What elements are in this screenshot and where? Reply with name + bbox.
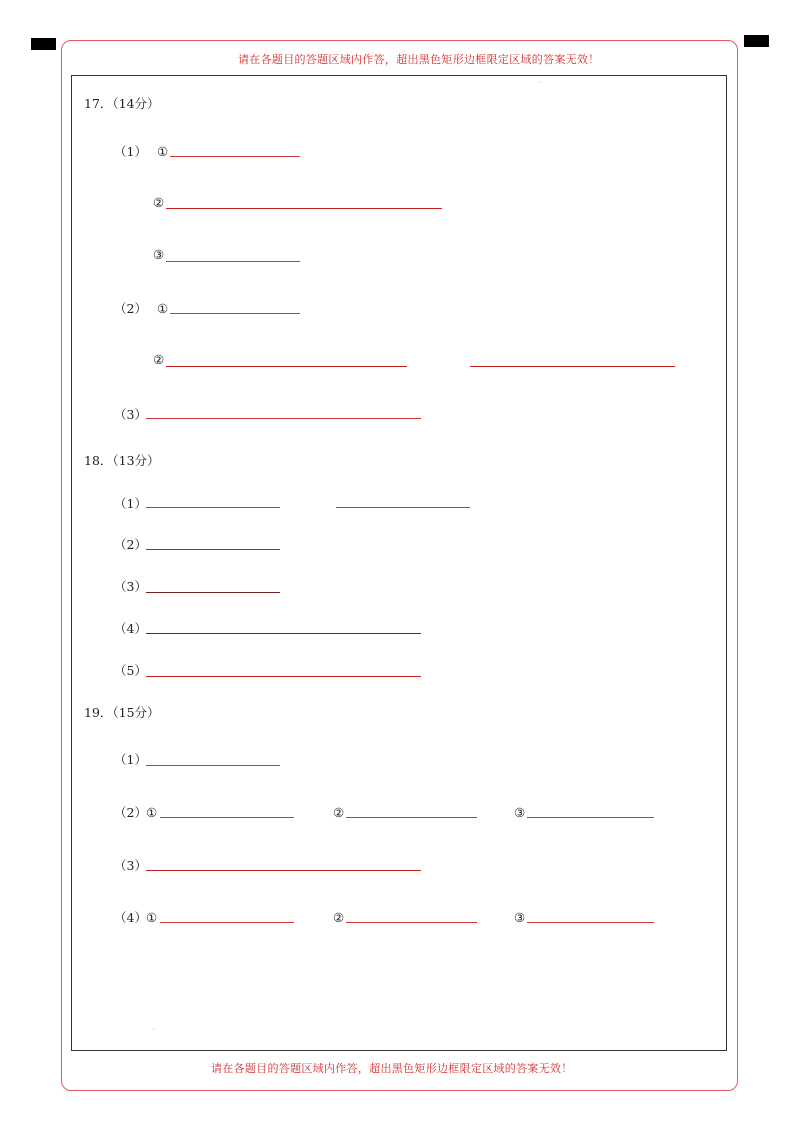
q18-part-2-label: （2） xyxy=(114,537,147,552)
q17-part-3-label: （3） xyxy=(114,407,147,422)
q17-2-answer-line-1[interactable] xyxy=(170,313,300,314)
q19-part-4-label: （4） xyxy=(114,910,147,925)
q19-part-3-label: （3） xyxy=(114,858,147,873)
q17-1-circle-3: ③ xyxy=(153,247,165,262)
q19-4-circle-3: ③ xyxy=(514,910,526,925)
q19-2-answer-line-3[interactable] xyxy=(527,817,654,818)
q18-1-answer-line-a[interactable] xyxy=(146,507,280,508)
q17-1-answer-line-3[interactable] xyxy=(166,261,300,262)
q17-2-circle-1: ① xyxy=(157,301,169,316)
q19-2-circle-3: ③ xyxy=(514,805,526,820)
q19-2-answer-line-2[interactable] xyxy=(346,817,477,818)
q19-part-1-label: （1） xyxy=(114,752,147,767)
q19-2-answer-line-1[interactable] xyxy=(160,817,294,818)
q17-2-circle-2: ② xyxy=(153,352,165,367)
q18-part-4-label: （4） xyxy=(114,621,147,636)
alignment-marker-right xyxy=(744,35,769,47)
answer-area-box xyxy=(71,75,727,1051)
q19-1-answer-line[interactable] xyxy=(146,765,280,766)
q17-1-answer-line-2[interactable] xyxy=(166,208,442,209)
q18-4-answer-line[interactable] xyxy=(146,633,421,634)
q19-part-2-label: （2） xyxy=(114,805,147,820)
q18-part-5-label: （5） xyxy=(114,663,147,678)
scan-speck: ' xyxy=(539,81,541,88)
q17-2-answer-line-2b[interactable] xyxy=(470,366,675,367)
bottom-warning-text: 请在各题目的答题区域内作答，超出黑色矩形边框限定区域的答案无效！ xyxy=(211,1062,573,1075)
q18-1-answer-line-b[interactable] xyxy=(336,507,470,508)
q18-2-answer-line[interactable] xyxy=(146,549,280,550)
alignment-marker-left xyxy=(31,38,56,50)
q19-2-circle-1: ① xyxy=(146,805,158,820)
question-18-title: 18．（13分） xyxy=(84,453,160,468)
q17-part-1-label: （1） xyxy=(114,144,147,159)
q17-1-answer-line-1[interactable] xyxy=(170,156,300,157)
question-17-title: 17．（14分） xyxy=(84,96,160,111)
q17-part-2-label: （2） xyxy=(114,301,147,316)
top-warning-text: 请在各题目的答题区域内作答，超出黑色矩形边框限定区域的答案无效！ xyxy=(238,53,600,66)
q17-1-circle-2: ② xyxy=(153,195,165,210)
q19-4-answer-line-3[interactable] xyxy=(527,922,654,923)
q18-part-1-label: （1） xyxy=(114,496,147,511)
q19-4-answer-line-2[interactable] xyxy=(346,922,477,923)
q18-5-answer-line[interactable] xyxy=(146,676,421,677)
scan-speck: ' xyxy=(153,1028,155,1035)
q19-3-answer-line[interactable] xyxy=(146,870,421,871)
q19-2-circle-2: ② xyxy=(333,805,345,820)
q17-1-circle-1: ① xyxy=(157,144,169,159)
q19-4-circle-1: ① xyxy=(146,910,158,925)
q19-4-answer-line-1[interactable] xyxy=(160,922,294,923)
q19-4-circle-2: ② xyxy=(333,910,345,925)
q18-3-answer-line[interactable] xyxy=(146,592,280,593)
q17-3-answer-line[interactable] xyxy=(146,418,421,419)
q18-part-3-label: （3） xyxy=(114,579,147,594)
q17-2-answer-line-2a[interactable] xyxy=(166,366,407,367)
question-19-title: 19．（15分） xyxy=(84,705,160,720)
